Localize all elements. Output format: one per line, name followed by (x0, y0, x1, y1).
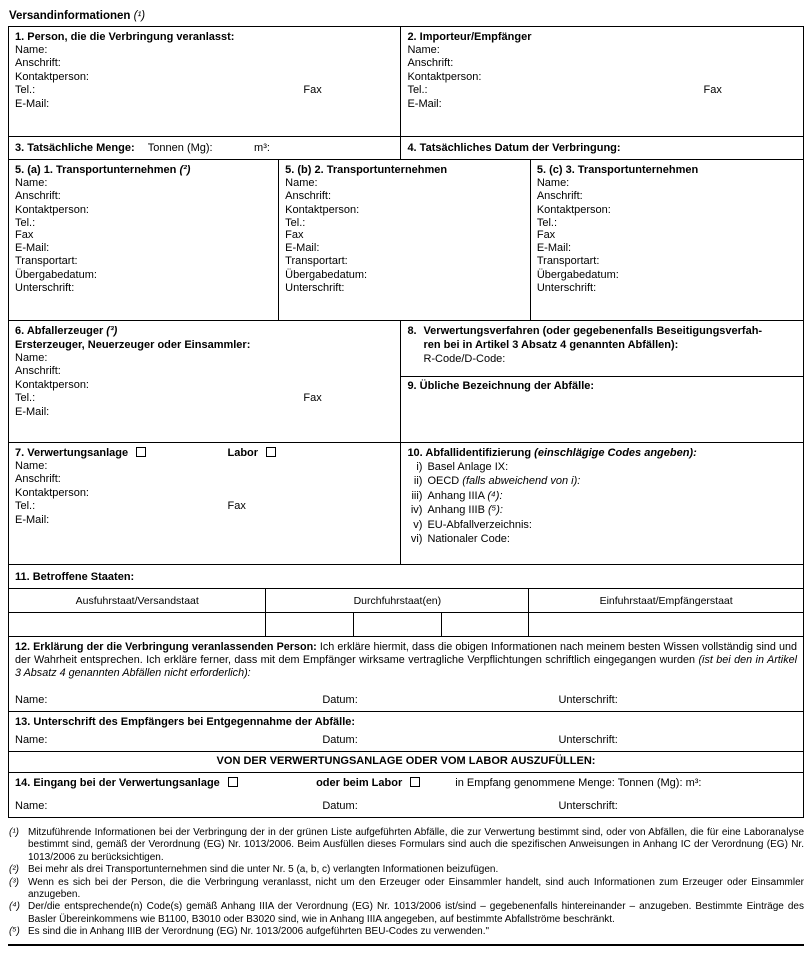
box13-unterschrift-label: Unterschrift: (558, 734, 618, 746)
box5a-name-label: Name: (15, 177, 48, 189)
box-9-header: 9. Übliche Bezeichnung der Abfälle: (407, 380, 595, 392)
box-5a-transportunternehmen-1 (9, 160, 278, 320)
column-verfahren-bezeichnung (400, 321, 803, 442)
box-3-header: 3. Tatsächliche Menge: (15, 142, 135, 154)
box5b-fax-label: Fax (285, 228, 304, 241)
box12-signature-row (15, 694, 797, 706)
box-5b-transportunternehmen-2 (278, 160, 530, 320)
box10-item-anhang-iiia: iii) Anhang IIIA (⁴): (411, 489, 503, 502)
box-11-header: 11. Betroffene Staaten: (9, 565, 803, 589)
box1-anschrift-label: Anschrift: (15, 57, 61, 70)
box5b-tel-label: Tel.: (285, 217, 306, 230)
footnote-5-text: Es sind die in Anhang IIIB der Verordnung (EG) Nr. 1013/2006 aufgeführten BEU-Codes zu verwenden." (28, 926, 490, 938)
box-5a-header: 5. (a) 1. Transportunternehmen (²) (15, 164, 191, 176)
footnote-4 (9, 901, 804, 926)
box14-labor-label: oder beim Labor (316, 777, 403, 789)
box1-name-label: Name: (15, 44, 48, 56)
box7-tel-label: Tel.: (15, 500, 36, 513)
box5b-unterschrift-label: Unterschrift: (285, 282, 345, 295)
footnote-ref-3: (³) (106, 325, 118, 337)
box5b-kontaktperson-label: Kontaktperson: (285, 203, 360, 216)
box-6-subheader: Ersterzeuger, Neuerzeuger oder Einsammler: (15, 339, 251, 351)
footnote-ref-2: (²) (179, 164, 191, 176)
labor-checkbox[interactable] (266, 447, 276, 457)
durchfuhrstaat-cell-3[interactable] (441, 613, 529, 636)
footnote-ref-1: (¹) (133, 10, 146, 22)
box2-kontaktperson-label: Kontaktperson: (407, 70, 482, 83)
box5c-uebergabedatum-label: Übergabedatum: (536, 268, 619, 281)
box-7-header: 7. Verwertungsanlage (15, 447, 129, 459)
box-7-verwertungsanlage (9, 443, 400, 564)
ausfuhrstaat-column-header: Ausfuhrstaat/Versandstaat (75, 594, 199, 607)
box5a-email-label: E-Mail: (15, 242, 50, 255)
box7-name-label: Name: (15, 460, 48, 472)
ausfuhrstaat-cell[interactable] (9, 613, 265, 636)
box-5c-header: 5. (c) 3. Transportunternehmen (536, 164, 699, 176)
box-5b-header: 5. (b) 2. Transportunternehmen (285, 164, 448, 176)
box-8-header (407, 324, 797, 366)
box5a-kontaktperson-label: Kontaktperson: (15, 203, 89, 216)
box10-item-eu-abfallverzeichnis: v) EU-Abfallverzeichnis: (413, 518, 532, 531)
box-1-header: 1. Person, die die Verbringung veranlasst: (15, 31, 235, 43)
durchfuhrstaat-column-header: Durchfuhrstaat(en) (265, 589, 528, 612)
box-6-abfallerzeuger (9, 321, 400, 442)
box-4-header: 4. Tatsächliches Datum der Verbringung: (407, 142, 621, 154)
box7-labor-label: Labor (227, 447, 259, 459)
box12-datum-label: Datum: (322, 694, 358, 706)
bottom-rule (8, 944, 804, 946)
box5c-fax-label: Fax (536, 228, 556, 241)
einfuhrstaat-cell[interactable] (528, 613, 803, 636)
verwertungsanlage-checkbox[interactable] (136, 447, 146, 457)
box10-item-anhang-iiib: iv) Anhang IIIB (⁵): (410, 504, 503, 517)
box-2-importeur (400, 27, 803, 136)
box6-email-label: E-Mail: (15, 405, 50, 418)
footnote-1-text: Mitzuführende Informationen bei der Verbringung der in der grünen Liste aufgeführten Abfälle, die zur Verwertung bestimmt sind, oder von Abfällen, die für eine Laboranalyse bestimmt sind, gemäß der Verordnung (EG) Nr. 1013/2006. Beim Ausfüllen dieses Formulars sind auch die spezifischen Anweisungen in Anhang IC der Verordnung (EG) Nr. 1013/2006 zu berücksichtigen. (28, 827, 804, 863)
row-section-heading (9, 751, 803, 772)
box-7-header-row (15, 446, 394, 460)
box14-unterschrift-label: Unterschrift: (558, 800, 618, 812)
box-12-erklaerung (9, 636, 803, 711)
box5c-kontaktperson-label: Kontaktperson: (536, 203, 611, 216)
row-menge-datum (9, 136, 803, 159)
row-transportunternehmen (9, 159, 803, 320)
footnote-2-text: Bei mehr als drei Transportunternehmen sind die unter Nr. 5 (a, b, c) verlangten Informationen beizufügen. (28, 864, 499, 876)
footnotes (9, 827, 804, 939)
footnote-ref-5: (⁵): (487, 504, 503, 517)
box1-fax-label: Fax (303, 84, 322, 97)
box-8-header-line1: Verwertungsverfahren (oder gegebenenfalls Beseitigungsverfah- (423, 325, 763, 337)
box-13-header: 13. Unterschrift des Empfängers bei Entgegennahme der Abfälle: (15, 716, 356, 728)
box-2-header: 2. Importeur/Empfänger (407, 31, 532, 43)
box5a-anschrift-label: Anschrift: (15, 190, 61, 203)
box3-m3-label: m³: (254, 142, 270, 154)
box5c-name-label: Name: (536, 177, 570, 189)
footnote-2-marker: (²) (9, 864, 19, 876)
box14-name-label: Name: (15, 800, 48, 812)
box-6-header: 6. Abfallerzeuger (³) (15, 325, 118, 337)
box5a-fax-label: Fax (15, 228, 34, 241)
box6-fax-label: Fax (303, 392, 322, 405)
box-11-betroffene-staaten (9, 564, 803, 636)
box6-name-label: Name: (15, 352, 48, 364)
box14-menge-label: in Empfang genommene Menge: Tonnen (Mg): m³: (455, 777, 702, 789)
box-14-header: 14. Eingang bei der Verwertungsanlage (15, 777, 220, 789)
box3-fields (15, 142, 394, 154)
box14-signature-row (15, 800, 797, 812)
box13-name-label: Name: (15, 734, 48, 746)
box-8-verwertungsverfahren (401, 321, 803, 377)
footnote-3-text: Wenn es sich bei der Person, die die Verbringung veranlasst, nicht um den Erzeuger oder Einsammler handelt, sind auch Informationen zum Erzeuger oder Einsammler anzugeben. (28, 876, 804, 901)
box1-tel-fax-row (15, 84, 394, 97)
box5a-uebergabedatum-label: Übergabedatum: (15, 268, 97, 281)
box7-anschrift-label: Anschrift: (15, 473, 61, 486)
durchfuhrstaat-cells (265, 613, 528, 636)
box12-name-label: Name: (15, 694, 48, 706)
box13-signature-row (15, 734, 797, 746)
box-3-tatsaechliche-menge (9, 137, 400, 159)
footnote-4-marker: (⁴) (9, 901, 20, 913)
box3-tonnen-label: Tonnen (Mg): (147, 142, 213, 154)
box5b-email-label: E-Mail: (285, 242, 320, 255)
box13-datum-label: Datum: (322, 734, 358, 746)
box-8-number: 8. (407, 325, 417, 337)
row-anlage-identifizierung (9, 442, 803, 564)
eingang-labor-checkbox[interactable] (410, 777, 420, 787)
box5b-name-label: Name: (285, 177, 318, 189)
box7-fax-label: Fax (227, 500, 246, 513)
box-13-unterschrift-empfaenger (9, 711, 803, 751)
box5a-transportart-label: Transportart: (15, 255, 78, 268)
row-abfallerzeuger-verfahren (9, 320, 803, 442)
box5c-anschrift-label: Anschrift: (536, 190, 583, 203)
footnote-1 (9, 827, 804, 864)
footnote-4-text: Der/die entsprechende(n) Code(s) gemäß Anhang IIIA der Verordnung (EG) Nr. 1013/2006 ist/sind – gegebenenfalls hintereinander – anzugeben. Bestimmte Einträge des Basler Übereinkommens wie B1100, B3010 oder B3020 sind, wie in Anhang IIIA angegeben, auf bestimmte Abfallströme beschränkt. (28, 901, 804, 925)
durchfuhrstaat-cell-2[interactable] (353, 613, 441, 636)
footnote-3-marker: (³) (9, 876, 19, 888)
box5a-unterschrift-label: Unterschrift: (15, 282, 75, 295)
box7-kontaktperson-label: Kontaktperson: (15, 486, 89, 499)
box2-anschrift-label: Anschrift: (407, 57, 454, 70)
box14-datum-label: Datum: (322, 800, 358, 812)
box6-kontaktperson-label: Kontaktperson: (15, 378, 89, 391)
box1-email-label: E-Mail: (15, 97, 50, 110)
footnote-1-marker: (¹) (9, 827, 19, 838)
box5c-transportart-label: Transportart: (536, 255, 600, 268)
box5c-unterschrift-label: Unterschrift: (536, 282, 597, 295)
box1-tel-label: Tel.: (15, 84, 36, 97)
box14-header-row (15, 777, 797, 789)
form-table (8, 26, 804, 818)
box-8-header-line2: ren bei in Artikel 3 Absatz 4 genannten Abfällen): (423, 339, 679, 351)
box5b-transportart-label: Transportart: (285, 255, 348, 268)
box10-item-nationaler-code: vi) Nationaler Code: (410, 533, 510, 546)
box8-rcode-dcode-label: R-Code/D-Code: (423, 353, 506, 365)
box-5c-transportunternehmen-3 (530, 160, 803, 320)
box5c-tel-label: Tel.: (536, 217, 558, 230)
box6-tel-fax-row (15, 392, 394, 405)
box12-unterschrift-label: Unterschrift: (558, 694, 618, 706)
footnote-5 (9, 926, 804, 938)
box-9-uebliche-bezeichnung (401, 377, 803, 442)
row-person-importeur (9, 27, 803, 136)
page-title-text: Versandinformationen (9, 10, 131, 22)
box10-item-basel: i) Basel Anlage IX: (416, 461, 509, 473)
box2-tel-label: Tel.: (407, 84, 428, 97)
box10-item-oecd: ii) OECD (falls abweichend von i): (413, 475, 581, 488)
durchfuhrstaat-cell-1[interactable] (266, 613, 353, 636)
box-4-datum-verbringung (400, 137, 803, 159)
box-1-person (9, 27, 400, 136)
box-10-abfallidentifizierung (400, 443, 803, 564)
box5a-tel-label: Tel.: (15, 217, 36, 230)
states-entry-row (9, 613, 803, 636)
box5b-anschrift-label: Anschrift: (285, 190, 332, 203)
box2-name-label: Name: (407, 44, 440, 56)
box6-anschrift-label: Anschrift: (15, 365, 61, 378)
box2-email-label: E-Mail: (407, 97, 442, 110)
box-14-eingang (9, 772, 803, 817)
box2-tel-fax-row (407, 84, 797, 97)
box6-tel-label: Tel.: (15, 392, 36, 405)
eingang-verwertungsanlage-checkbox[interactable] (228, 777, 238, 787)
box7-tel-fax-row (15, 500, 394, 513)
box5c-email-label: E-Mail: (536, 242, 572, 255)
page-title (9, 10, 804, 22)
box2-fax-label: Fax (703, 84, 722, 97)
box1-kontaktperson-label: Kontaktperson: (15, 70, 89, 83)
box-12-declaration-text: 12. Erklärung der die Verbringung veranlassenden Person: Ich erkläre hiermit, dass die obigen Informationen nach meinem besten Wissen vollständig sind und der Wahrheit entsprechen. Ich erkläre ferner, dass mit dem Empfänger wirksame vertragliche Verpflichtungen schriftlich eingegangen wurden (ist bei den in Artikel 3 Absatz 4 genannten Abfällen nicht erforderlich): (15, 641, 798, 680)
footnote-2 (9, 864, 804, 876)
states-header-row (9, 589, 803, 613)
footnote-3 (9, 877, 804, 902)
box5b-uebergabedatum-label: Übergabedatum: (285, 268, 368, 281)
footnote-5-marker: (⁵) (9, 926, 20, 938)
box-10-header: 10. Abfallidentifizierung (einschlägige Codes angeben): (407, 447, 697, 459)
verwertungsanlage-labor-section-heading: VON DER VERWERTUNGSANLAGE ODER VOM LABOR AUSZUFÜLLEN: (216, 755, 596, 767)
einfuhrstaat-column-header: Einfuhrstaat/Empfängerstaat (528, 589, 803, 612)
footnote-ref-4: (⁴): (487, 489, 503, 502)
box7-email-label: E-Mail: (15, 513, 50, 526)
